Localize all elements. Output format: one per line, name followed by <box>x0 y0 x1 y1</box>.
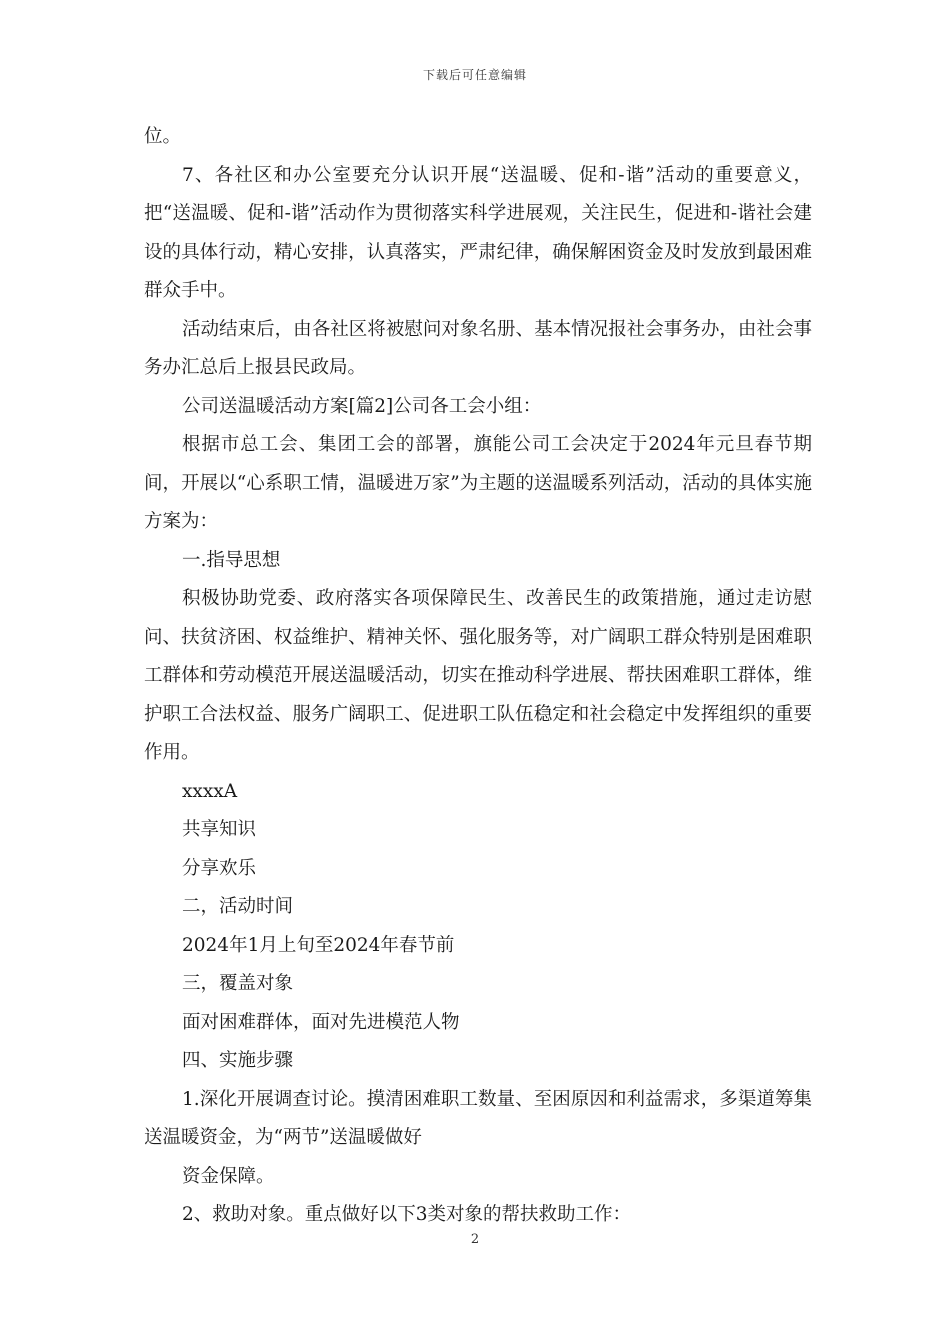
paragraph: 2、救助对象。重点做好以下3类对象的帮扶救助工作： <box>182 1204 632 1225</box>
paragraph: 7、各社区和办公室要充分认识开展“送温暖、促和-谐”活动的重要意义，把“送温暖、促和-谐”活动作为贯彻落实科学进展观，关注民生，促进和-谐社会建设的具体行动，精心安排，认真落实，严肃纪律，确保解困资金及时发放到最困难群众手中。 <box>144 164 812 301</box>
paragraph: 面对困难群体，面对先进模范人物 <box>182 1011 460 1033</box>
paragraph: xxxxA <box>182 780 238 802</box>
paragraph: 活动结束后，由各社区将被慰问对象名册、基本情况报社会事务办，由社会事务办汇总后上报县民政局。 <box>144 318 812 378</box>
paragraph: 2024年1月上旬至2024年春节前 <box>182 934 455 956</box>
page-header: 下载后可任意编辑 <box>422 68 527 82</box>
section-heading: 三，覆盖对象 <box>182 973 294 994</box>
section-heading: 四、实施步骤 <box>182 1050 294 1071</box>
paragraph: 积极协助党委、政府落实各项保障民生、改善民生的政策措施，通过走访慰问、扶贫济困、权益维护、精神关怀、强化服务等，对广阔职工群众特别是困难职工群体和劳动模范开展送温暖活动，切实在推动科学进展、帮扶困难职工群体，维护职工合法权益、服务广阔职工、促进职工队伍稳定和社会稳定中发挥组织的重要作用。 <box>144 588 812 763</box>
paragraph: 1.深化开展调查讨论。摸清困难职工数量、至困原因和利益需求，多渠道筹集送温暖资金，为“两节”送温暖做好 <box>144 1088 812 1148</box>
paragraph: 位。 <box>144 126 182 147</box>
paragraph: 资金保障。 <box>182 1165 275 1187</box>
paragraph: 共享知识 <box>182 819 257 840</box>
paragraph: 分享欢乐 <box>182 857 257 879</box>
paragraph: 根据市总工会、集团工会的部署，旗能公司工会决定于2024年元旦春节期间，开展以“心系职工情，温暖进万家”为主题的送温暖系列活动，活动的具体实施方案为： <box>144 434 812 532</box>
document-body <box>144 118 812 1235</box>
page-number: 2 <box>470 1232 480 1247</box>
paragraph: 公司送温暖活动方案[篇2]公司各工会小组： <box>182 395 542 417</box>
section-heading: 二，活动时间 <box>182 896 294 917</box>
section-heading: 一.指导思想 <box>182 549 281 571</box>
